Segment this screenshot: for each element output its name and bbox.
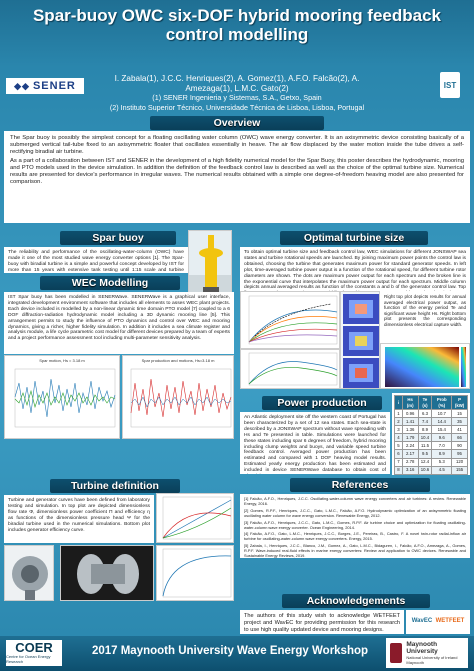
wec-modelling-text: IST Spar buoy has been modelled in SENERWave. SENERWave is a graphical user interface, integrated development environment software that includes all elements to asses WEC plant projects. Each device included is modelled by a non-linear dynamic time domain PTO model [7] coupled to a 6 DOF diffraction-radiation hydrodynamic model including a 3D dynamic mooring line [5]. This arrangement permits to study the influence of PTO dynamics and control over WEC and mooring dynamics, giving a richer, higher fidelity simulation. In addition it includes a sea climate register and analysis module, a life cycle parametric cost model for different devices prepared by a team of experts and a project performance assessment tool including multi-parameter sensitivity analysis. xyxy=(8,295,230,342)
overview-paragraph-1: The Spar buoy is possibly the simplest concept for a floating oscillating water column (OWC) wave energy converter. It is an axisymmetric device consisting basically of a submerged vertical tail-tube fixed to an axisymmetric floater that oscillates essentially in heave. The air flow displaced by the water motion inside the tube drives a self-rectifying biradial air turbine. xyxy=(10,135,464,155)
table-row xyxy=(395,442,468,450)
references-panel xyxy=(240,494,470,558)
sener-mark-icon: ◆◆ xyxy=(14,80,30,91)
table-cell: 15 xyxy=(452,410,468,418)
authors-block xyxy=(92,74,382,112)
table-cell: 41 xyxy=(452,426,468,434)
table-cell: 155 xyxy=(452,466,468,474)
wec-modelling-header: WEC Modelling xyxy=(40,276,180,290)
reference-item: [1] Falcão, A.F.O., Henriques, J.C.C. Oscillating-water-column wave energy converters and air turbines: A review. Renewable Energy, 2016. xyxy=(244,496,466,506)
spar-motion-plot-title: Spar motion, Hs = 3.18 m xyxy=(39,358,85,363)
acknowledgements-header: Acknowledgements xyxy=(282,594,430,608)
sener-logo-text: SENER xyxy=(32,80,76,92)
reference-item: [3] Falcão, A.F.O., Henriques, J.C.C., Gato, L.M.C., Gomes, R.P.F. Air turbine choice and optimization for floating oscillating-water-column wave energy converter. Ocean Engineering, 2014. xyxy=(244,519,466,530)
reference-item: [5] Zabala, I., Henriques, J.C.C., Blanco, J.M., Gomez, A., Gato, L.M.C., Bidaguren, I., Falcão, A.F.O., Amezaga, A., Gomes, R.P.F. Wave-induced real-fluid effects in marine energy converters: Review and application to OWC devices. Renewable and Sustainable Energy Reviews, 2019. xyxy=(244,543,466,558)
spar-buoy-photo xyxy=(188,230,232,298)
table-cell xyxy=(432,474,452,475)
turbine-power-plot-svg xyxy=(241,292,340,349)
spar-production-plot-svg xyxy=(123,363,234,435)
table-cell: 9.5 xyxy=(418,450,432,458)
coer-logo-subtitle: Centre for Ocean Energy Research xyxy=(6,654,51,664)
turbine-rig-illustration xyxy=(5,546,54,601)
references-header: References xyxy=(290,478,430,492)
overview-panel xyxy=(4,131,470,223)
table-cell: 4 xyxy=(395,434,403,442)
sea-states-table xyxy=(394,395,468,475)
table-cell: 9.6 xyxy=(432,434,452,442)
table-cell: 2.17 xyxy=(402,450,418,458)
table-cell: 11.5 xyxy=(418,442,432,450)
table-row xyxy=(395,466,468,474)
optimal-turbine-right-panel xyxy=(380,291,470,343)
table-header-cell: Te (s) xyxy=(418,396,432,410)
spar-production-plot xyxy=(122,355,234,439)
control-law-contours xyxy=(340,291,380,389)
table-cell: 1 xyxy=(395,410,403,418)
table-cell: 6.3 xyxy=(418,410,432,418)
overview-paragraph-2: As a part of a collaboration between IST and SENER in the development of a high fidelity numerical model for the Spar Buoy, this poster describes the hydrodynamic, mooring and PTO models used in the device simulation. In addition the definition of the feedback control law is described as well as the choice of the optimal turbine size. Numerical results are presented for device's performance in irregular waves. The numerical results obtained with a simple one degree-of-freedom heaving model are also presented for comparison. xyxy=(10,158,464,185)
table-cell: 8.9 xyxy=(418,426,432,434)
optimal-turbine-right-text: Right top plot depicts results for annual averaged electrical power output, as function of the energy period Te and significant wave height Hs. Right bottom plot presents the corresponding dimensionless electrical capture width. xyxy=(384,294,466,327)
table-header-cell: P (kW) xyxy=(452,396,468,410)
turbine-curves-plot-svg xyxy=(157,494,234,543)
table-cell: 5.3 xyxy=(432,458,452,466)
table-header-row xyxy=(395,396,468,410)
turbine-efficiency-plot xyxy=(240,349,340,389)
spar-buoy-text: The reliability and performance of the oscillating-water-column (OWC) have made it one of the most studied wave energy converter options [1]. The Spar-buoy with biradial turbine is a simple and powerful concept developed by IST for more than 15 years with extensive tank testing until 1:15 scale and turbine xyxy=(8,250,184,273)
table-cell: 120 xyxy=(452,458,468,466)
optimal-turbine-panel xyxy=(240,247,470,291)
sea-states-table-panel xyxy=(392,393,470,475)
turbine-definition-header: Turbine definition xyxy=(50,479,180,493)
spar-motion-plot xyxy=(4,355,120,439)
annual-power-heatmap xyxy=(380,343,470,389)
table-cell: 2.78 xyxy=(402,458,418,466)
table-cell: 2.24 xyxy=(402,442,418,450)
table-row xyxy=(395,434,468,442)
table-row xyxy=(395,450,468,458)
turbine-definition-panel xyxy=(4,495,154,543)
optimal-turbine-text: To obtain optimal turbine size and feedback control law, WEC simulations for different JONSWAP sea states and turbine rotational speeds are launched. By joining maximum power points the control law is obtained, choosing the turbine that generates maximum power for standard generator speeds. In left plot, time-averaged turbine power output is a function of the rotational speed, for different turbine rotor diameters are shown. The dots are maximum power output for each spectrum and the broken line is the exponential curve that interpolates the maximum power output for each spectrum. Middle column depicts annual averaged results as function of the constants a and b of the generator control law. Top xyxy=(244,250,466,291)
table-cell: 8 xyxy=(395,466,403,474)
table-cell: 35 xyxy=(452,418,468,426)
reference-item: [2] Gomes, R.P.F., Henriques, J.C.C., Gato, L.M.C., Falcão, A.F.O. Hydrodynamic optimization of an axisymmetric floating oscillating water column for wave energy conversion. Renewable Energy, 2012. xyxy=(244,507,466,518)
affiliation-1: (1) SENER Ingenieria y Sistemas, S.A., Getxo, Spain xyxy=(152,93,322,102)
crest-icon xyxy=(390,643,402,663)
table-cell: 3 xyxy=(395,426,403,434)
table-cell: 10.4 xyxy=(418,434,432,442)
maynooth-logo-text: Maynooth University xyxy=(406,641,438,655)
wetfeet-logo: WETFEET xyxy=(435,618,465,625)
acknowledgements-panel xyxy=(240,610,404,634)
power-production-text: An Atlantic deployment site off the western coast of Portugal has been characterized by a set of 12 sea states. Each sea-state is described by a JONSWAP spectrum without wave spreading with Hs and Te presented in table. Simulations were launched for these states including spar 6 degrees of freedom, hybrid mooring including clump weights and buoys, and variable speed turbine feedback control. Averaged power production has been estimated and compared with 1 DOF heaving model results. Estimated yearly energy production has been estimated and included in device SENERWave database to obtain cost of xyxy=(244,415,386,474)
acknowledgements-text: The authors of this study wish to acknowledge WETFEET project and WavEC for providing permission for this research to use high quality updated device and mooring designs. xyxy=(244,613,400,633)
turbine-definition-text: Turbine and generator curves have been defined from laboratory testing and simulation. In top plot are depicted dimensionless flow rate Φ, dimensionless power coefficient Π and efficiency η as functions of the dimensionless pressure head Ψ for the biradial turbine used in the numerical simulations. Bottom plot includes generator efficiency curve. xyxy=(8,498,150,533)
biradial-turbine-illustration xyxy=(61,546,154,601)
table-row xyxy=(395,458,468,466)
table-row xyxy=(395,410,468,418)
coer-logo-text: COER xyxy=(15,640,53,655)
table-cell xyxy=(452,474,468,475)
power-production-header: Power production xyxy=(262,396,382,410)
table-cell: 14.4 xyxy=(432,418,452,426)
table-cell: 2 xyxy=(395,418,403,426)
power-production-panel xyxy=(240,412,390,474)
turbine-power-plot xyxy=(240,291,340,349)
table-cell: 66 xyxy=(452,434,468,442)
table-header-cell: Hs (m) xyxy=(402,396,418,410)
generator-efficiency-plot-svg xyxy=(157,546,234,601)
table-header-cell: Prob (%) xyxy=(432,396,452,410)
maynooth-logo-subtitle: National University of Ireland Maynooth xyxy=(406,655,458,665)
table-row xyxy=(395,474,468,475)
overview-header: Overview xyxy=(150,116,324,130)
table-cell: 1.79 xyxy=(402,434,418,442)
table-row xyxy=(395,426,468,434)
ist-logo: IST xyxy=(440,72,460,98)
table-cell: 0.96 xyxy=(402,410,418,418)
sener-logo xyxy=(6,78,84,94)
spar-buoy-illustration xyxy=(189,231,232,298)
coer-logo xyxy=(6,640,62,666)
table-cell: 7 xyxy=(395,458,403,466)
table-header-cell: i xyxy=(395,396,403,410)
table-cell: 10.6 xyxy=(418,466,432,474)
table-cell: 5 xyxy=(395,442,403,450)
table-cell: 8.9 xyxy=(432,450,452,458)
table-cell: 3.16 xyxy=(402,466,418,474)
table-cell: 1.41 xyxy=(402,418,418,426)
workshop-title: 2017 Maynooth University Wave Energy Workshop xyxy=(91,645,369,657)
turbine-photo-2 xyxy=(60,545,154,601)
affiliation-2: (2) Instituto Superior Técnico, Universidade Técnica de Lisboa, Lisboa, Portugal xyxy=(109,102,365,112)
author-names: I. Zabala(1), J.C.C. Henriques(2), A. Gomez(1), A.F.O. Falcão(2), A. Amezaga(1), L.M.C. Gato(2) xyxy=(114,74,360,93)
spar-motion-plot-svg xyxy=(5,363,120,435)
table-cell: 95 xyxy=(452,450,468,458)
table-cell: 12.4 xyxy=(418,458,432,466)
control-law-contours-svg xyxy=(341,292,380,389)
table-cell xyxy=(418,474,432,475)
optimal-turbine-header: Optimal turbine size xyxy=(280,231,428,245)
table-row xyxy=(395,418,468,426)
table-cell xyxy=(395,474,403,475)
table-cell: 4.5 xyxy=(432,466,452,474)
table-cell: 7.4 xyxy=(418,418,432,426)
table-cell: 15.4 xyxy=(432,426,452,434)
table-cell: 10.7 xyxy=(432,410,452,418)
turbine-curves-plot xyxy=(156,493,234,543)
reference-item: [4] Falcão, A.F.O., Gato, L.M.C., Henriques, J.C.C., Borges, J.E., Pereiras, B., Castro, F. A novel twin-rotor radial-inflow air turbine for oscillating-water-column wave energy converters. Energy, 2015. xyxy=(244,531,466,542)
generator-efficiency-plot xyxy=(156,545,234,601)
wec-modelling-panel xyxy=(4,292,234,354)
partner-logos xyxy=(406,610,470,634)
spar-production-plot-title: Spar production and motions, Hs=3.18 m xyxy=(141,358,215,363)
maynooth-logo xyxy=(386,638,468,668)
wavec-logo: WavEC xyxy=(411,618,433,625)
spar-buoy-panel xyxy=(4,247,188,273)
turbine-photo-1 xyxy=(4,545,54,601)
table-cell: 1.36 xyxy=(402,426,418,434)
table-cell: 7.0 xyxy=(432,442,452,450)
table-cell xyxy=(402,474,418,475)
spar-buoy-header: Spar buoy xyxy=(60,231,176,245)
table-cell: 6 xyxy=(395,450,403,458)
turbine-efficiency-plot-svg xyxy=(241,350,340,389)
table-cell: 90 xyxy=(452,442,468,450)
annual-power-heatmap-svg xyxy=(381,344,470,389)
poster-title: Spar-buoy OWC six-DOF hybrid mooring feedback control modelling xyxy=(32,6,442,44)
